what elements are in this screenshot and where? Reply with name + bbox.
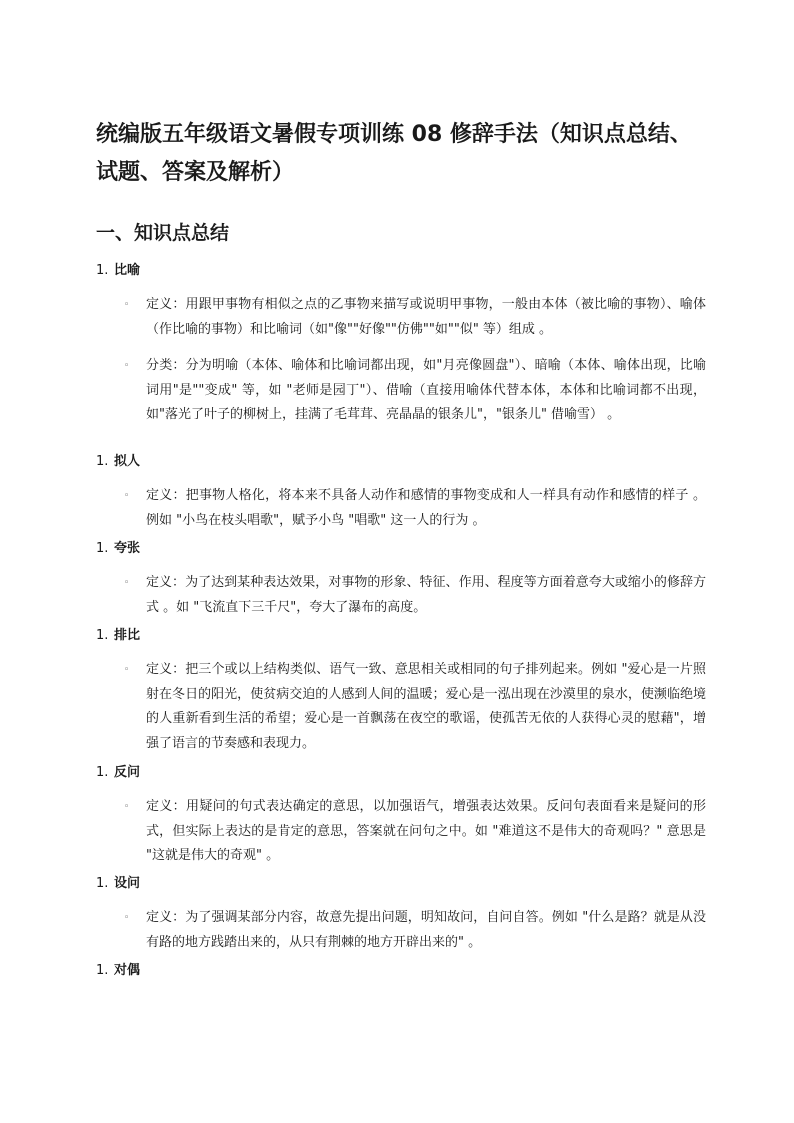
bullet-item (96, 571, 706, 620)
bullet-marker: ◦ (124, 913, 130, 923)
bullet-text: 定义：用跟甲事物有相似之点的乙事物来描写或说明甲事物，一般由本体（被比喻的事物）、喻体（作比喻的事物）和比喻词（如"像""好像""仿佛""如""似" 等）组成 。 (146, 297, 706, 337)
bullet-text: 定义：为了强调某部分内容，故意先提出问题，明知故问，自问自答。例如 "什么是路？就是从没有路的地方践踏出来的，从只有荆棘的地方开辟出来的" 。 (146, 910, 706, 950)
bullet-item (96, 906, 706, 955)
bullet-item (96, 354, 706, 428)
bullet-marker: ◦ (124, 802, 130, 812)
bullet-marker: ◦ (124, 665, 130, 675)
bullet-item (96, 293, 706, 342)
bullet-item (96, 795, 706, 869)
list-number: 1. (96, 963, 109, 978)
bullet-text: 定义：把事物人格化，将本来不具备人动作和感情的事物变成和人一样具有动作和感情的样子 。例如 "小鸟在枝头唱歌"，赋予小鸟 "唱歌" 这一人的行为 。 (146, 488, 706, 528)
bullet-item (96, 658, 706, 756)
list-item-antithesis (96, 961, 706, 981)
section-heading: 一、知识点总结 (96, 222, 230, 244)
bullet-marker: ◦ (124, 491, 130, 501)
bullet-item (96, 484, 706, 533)
list-number: 1. (96, 263, 109, 278)
list-item-personification (96, 452, 706, 533)
list-item-label: 拟人 (114, 454, 141, 469)
list-item-hypophora (96, 874, 706, 955)
list-number: 1. (96, 541, 109, 556)
list-item-parallelism (96, 626, 706, 756)
list-item-hyperbole (96, 539, 706, 620)
list-item-label: 排比 (114, 628, 141, 643)
bullet-marker: ◦ (124, 300, 130, 310)
list-number: 1. (96, 876, 109, 891)
list-item-label: 反问 (114, 765, 141, 780)
list-number: 1. (96, 628, 109, 643)
list-item-rhetorical-question (96, 763, 706, 869)
document-title: 统编版五年级语文暑假专项训练 08 修辞手法（知识点总结、试题、答案及解析） (96, 122, 692, 185)
list-number: 1. (96, 765, 109, 780)
list-item-label: 夸张 (114, 541, 141, 556)
bullet-marker: ◦ (124, 578, 130, 588)
list-item-label: 设问 (114, 876, 141, 891)
bullet-text: 定义：把三个或以上结构类似、语气一致、意思相关或相同的句子排列起来。例如 "爱心是一片照射在冬日的阳光，使贫病交迫的人感到人间的温暖；爱心是一泓出现在沙漠里的泉水，使濒临绝境的人重新看到生活的希望；爱心是一首飘荡在夜空的歌谣，使孤苦无依的人获得心灵的慰藉"，增强了语言的节奏感和表现力。 (146, 662, 706, 751)
bullet-text: 分类：分为明喻（本体、喻体和比喻词都出现，如"月亮像圆盘"）、暗喻（本体、喻体出现，比喻词用"是""变成" 等，如 "老师是园丁"）、借喻（直接用喻体代替本体，本体和比喻词都不出现，如"落光了叶子的柳树上，挂满了毛茸茸、亮晶晶的银条儿"，"银条儿" 借喻雪） 。 (146, 358, 706, 422)
list-item-label: 比喻 (114, 263, 141, 278)
list-item-label: 对偶 (114, 963, 141, 978)
list-number: 1. (96, 454, 109, 469)
bullet-text: 定义：为了达到某种表达效果，对事物的形象、特征、作用、程度等方面着意夸大或缩小的修辞方式 。如 "飞流直下三千尺"，夸大了瀑布的高度。 (146, 575, 706, 615)
bullet-text: 定义：用疑问的句式表达确定的意思，以加强语气，增强表达效果。反问句表面看来是疑问的形式，但实际上表达的是肯定的意思，答案就在问句之中。如 "难道这不是伟大的奇观吗？" 意思是 "这就是伟大的奇观" 。 (146, 799, 706, 863)
bullet-marker: ◦ (124, 361, 130, 371)
list-item-metaphor (96, 261, 706, 428)
